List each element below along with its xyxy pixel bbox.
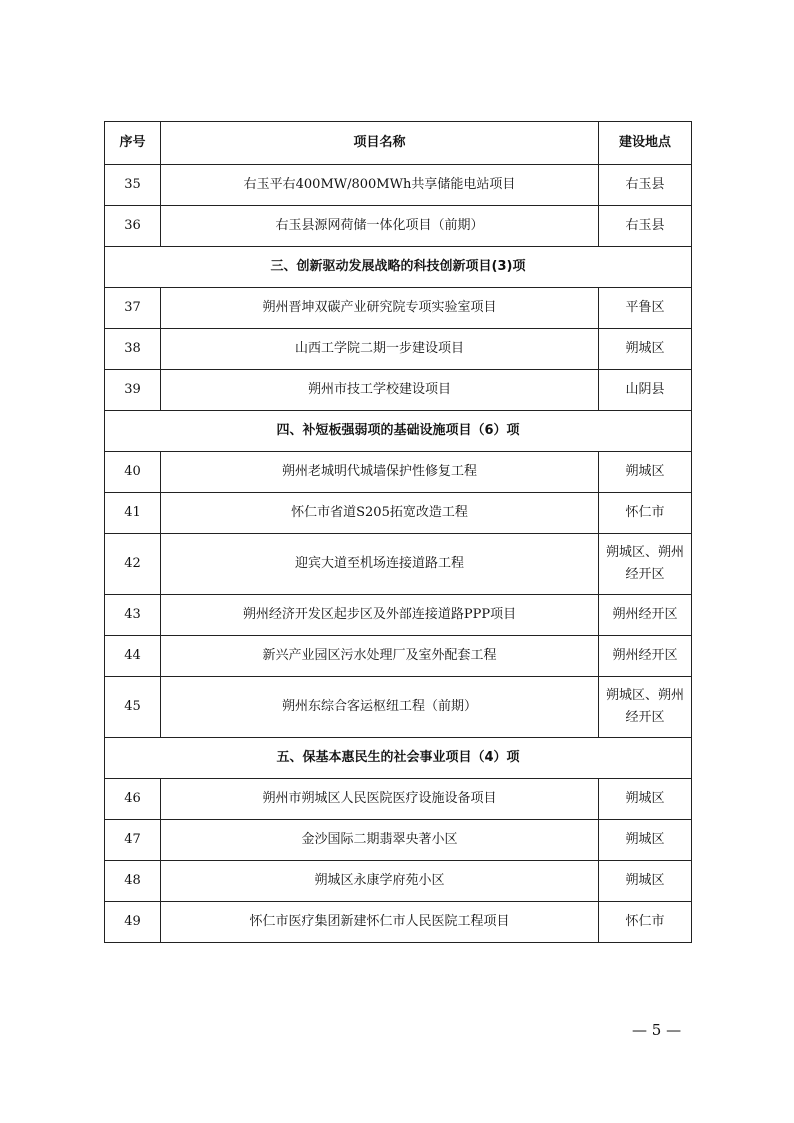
table-row [105, 820, 692, 861]
row-project-name: 朔州市朔城区人民医院医疗设施设备项目 [161, 779, 599, 820]
row-project-name: 朔州东综合客运枢纽工程（前期） [161, 677, 599, 738]
row-serial: 49 [105, 902, 161, 943]
row-location: 朔州经开区 [599, 636, 692, 677]
table-row [105, 677, 692, 738]
row-serial: 35 [105, 165, 161, 206]
row-location: 朔城区 [599, 861, 692, 902]
row-serial: 48 [105, 861, 161, 902]
row-project-name: 朔城区永康学府苑小区 [161, 861, 599, 902]
table-row [105, 288, 692, 329]
section-row [105, 411, 692, 452]
row-serial: 47 [105, 820, 161, 861]
row-project-name: 朔州市技工学校建设项目 [161, 370, 599, 411]
row-location: 朔城区 [599, 820, 692, 861]
project-table [104, 121, 692, 943]
row-serial: 45 [105, 677, 161, 738]
row-location: 朔城区 [599, 329, 692, 370]
table-row [105, 779, 692, 820]
row-serial: 43 [105, 595, 161, 636]
row-location: 右玉县 [599, 206, 692, 247]
row-project-name: 右玉平右400MW/800MWh共享储能电站项目 [161, 165, 599, 206]
table-row [105, 370, 692, 411]
row-location: 山阴县 [599, 370, 692, 411]
row-project-name: 朔州老城明代城墙保护性修复工程 [161, 452, 599, 493]
header-location: 建设地点 [599, 122, 692, 165]
table-body [105, 165, 692, 943]
row-serial: 46 [105, 779, 161, 820]
row-location: 朔城区、朔州经开区 [599, 677, 692, 738]
table-row [105, 206, 692, 247]
row-serial: 36 [105, 206, 161, 247]
row-project-name: 朔州经济开发区起步区及外部连接道路PPP项目 [161, 595, 599, 636]
row-project-name: 新兴产业园区污水处理厂及室外配套工程 [161, 636, 599, 677]
row-location: 怀仁市 [599, 493, 692, 534]
section-row [105, 247, 692, 288]
row-serial: 38 [105, 329, 161, 370]
table-row [105, 595, 692, 636]
row-location: 朔城区 [599, 779, 692, 820]
table-row [105, 452, 692, 493]
row-project-name: 怀仁市医疗集团新建怀仁市人民医院工程项目 [161, 902, 599, 943]
table-row [105, 534, 692, 595]
section-title: 三、创新驱动发展战略的科技创新项目(3)项 [105, 247, 692, 288]
table-row [105, 493, 692, 534]
table-header-row [105, 122, 692, 165]
page-number: — 5 — [632, 1021, 682, 1039]
table-row [105, 329, 692, 370]
row-location: 怀仁市 [599, 902, 692, 943]
row-project-name: 怀仁市省道S205拓宽改造工程 [161, 493, 599, 534]
table-row [105, 165, 692, 206]
row-location: 朔城区、朔州经开区 [599, 534, 692, 595]
section-row [105, 738, 692, 779]
header-serial: 序号 [105, 122, 161, 165]
row-serial: 42 [105, 534, 161, 595]
table-row [105, 902, 692, 943]
row-location: 朔城区 [599, 452, 692, 493]
table-row [105, 861, 692, 902]
header-project-name: 项目名称 [161, 122, 599, 165]
row-serial: 41 [105, 493, 161, 534]
row-project-name: 金沙国际二期翡翠央著小区 [161, 820, 599, 861]
row-location: 平鲁区 [599, 288, 692, 329]
row-project-name: 山西工学院二期一步建设项目 [161, 329, 599, 370]
section-title: 五、保基本惠民生的社会事业项目（4）项 [105, 738, 692, 779]
row-serial: 37 [105, 288, 161, 329]
row-project-name: 迎宾大道至机场连接道路工程 [161, 534, 599, 595]
row-project-name: 朔州晋坤双碳产业研究院专项实验室项目 [161, 288, 599, 329]
table-row [105, 636, 692, 677]
row-location: 右玉县 [599, 165, 692, 206]
row-location: 朔州经开区 [599, 595, 692, 636]
row-serial: 44 [105, 636, 161, 677]
row-serial: 39 [105, 370, 161, 411]
row-serial: 40 [105, 452, 161, 493]
row-project-name: 右玉县源网荷储一体化项目（前期） [161, 206, 599, 247]
section-title: 四、补短板强弱项的基础设施项目（6）项 [105, 411, 692, 452]
